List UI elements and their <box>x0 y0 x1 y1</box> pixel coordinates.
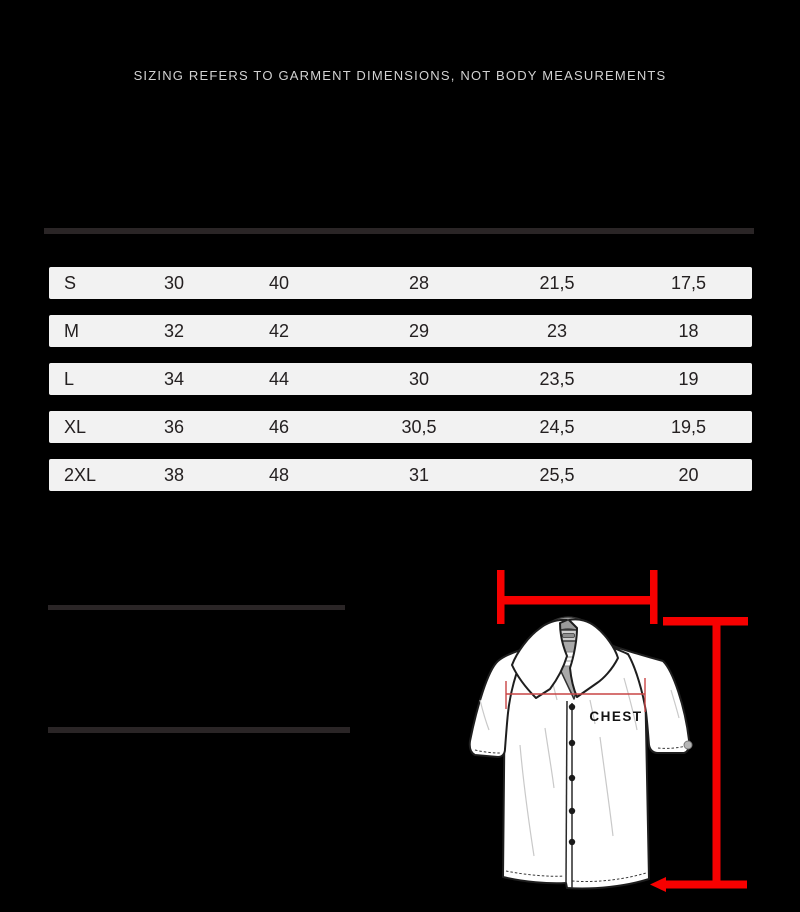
cuff-tag <box>684 741 692 749</box>
measurement-value: 21,5 <box>539 272 575 293</box>
measurement-value: 25,5 <box>539 464 575 485</box>
measurement-value: 42 <box>268 320 290 341</box>
measurement-value: 31 <box>408 464 430 485</box>
measurement-value: 30,5 <box>401 416 437 437</box>
size-table <box>49 267 752 507</box>
measurement-value: 20 <box>678 464 699 485</box>
button <box>569 808 575 814</box>
sizing-note: SIZING REFERS TO GARMENT DIMENSIONS, NOT BODY MEASUREMENTS <box>133 68 667 83</box>
measurement-value: 23,5 <box>539 368 575 389</box>
measurement-value: 32 <box>163 320 185 341</box>
button <box>569 839 575 845</box>
measurement-value: 46 <box>268 416 290 437</box>
measurement-value: 19 <box>678 368 699 389</box>
button <box>569 775 575 781</box>
measurement-value: 29 <box>408 320 430 341</box>
measurement-value: 24,5 <box>539 416 575 437</box>
button <box>569 704 575 710</box>
measurement-value: 44 <box>268 368 290 389</box>
length-dimension-line <box>650 617 748 892</box>
hanger-loop-slot <box>563 634 575 638</box>
width-dimension-line <box>497 570 658 624</box>
measurement-value: 19,5 <box>670 416 707 437</box>
size-label: 2XL <box>64 464 97 485</box>
table-top-divider <box>44 228 754 234</box>
measurement-value: 30 <box>163 272 185 293</box>
table-row-s <box>49 267 752 299</box>
measurement-value: 23 <box>546 320 568 341</box>
measurement-value: 36 <box>163 416 185 437</box>
shirt-illustration <box>470 617 692 889</box>
section-heading-bar-1 <box>48 605 345 610</box>
table-row-l <box>49 363 752 395</box>
measurement-value: 30 <box>408 368 430 389</box>
measurement-value: 40 <box>268 272 290 293</box>
section-heading-bar-2 <box>48 727 350 733</box>
size-label: L <box>64 368 75 389</box>
measurement-value: 17,5 <box>670 272 707 293</box>
size-label: M <box>64 320 79 341</box>
button <box>569 740 575 746</box>
size-label: XL <box>64 416 87 437</box>
table-row-2xl <box>49 459 752 491</box>
measurement-value: 48 <box>268 464 290 485</box>
size-label: S <box>64 272 77 293</box>
chest-label: CHEST <box>589 709 643 724</box>
table-row-m <box>49 315 752 347</box>
measurement-value: 18 <box>678 320 699 341</box>
measurement-value: 38 <box>163 464 185 485</box>
measurement-value: 34 <box>163 368 185 389</box>
measurement-diagram <box>420 555 800 912</box>
measurement-value: 28 <box>408 272 430 293</box>
table-row-xl <box>49 411 752 443</box>
